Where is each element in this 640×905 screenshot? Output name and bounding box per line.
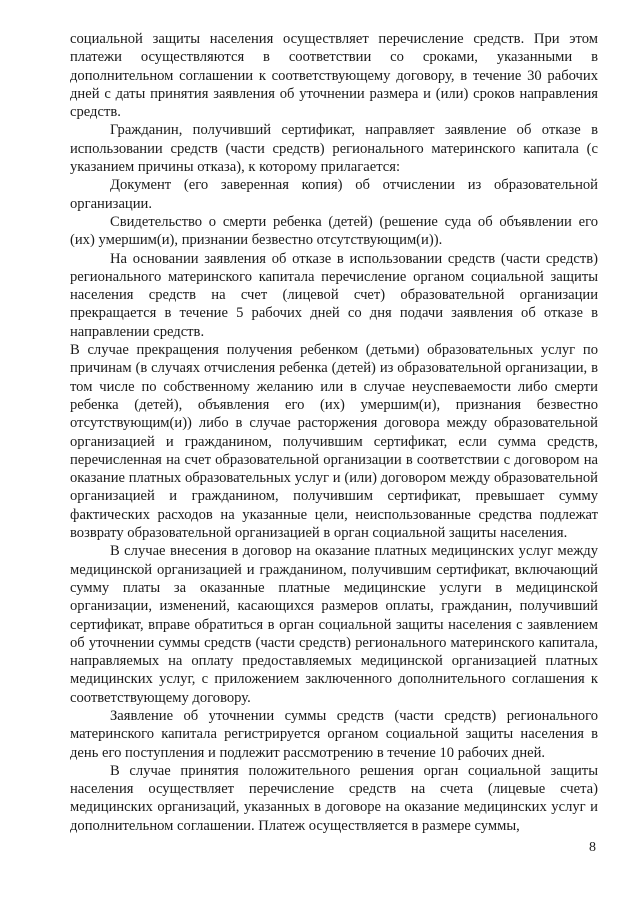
paragraph-medical-contract-changes: В случае внесения в договор на оказание платных медицинских услуг между медицинской организацией и гражданином, получившим сертификат, включающий сумму платы за оказанные платные медицинские услуги в медицинской организации, изменений, касающихся размеров оплаты, гражданин, получивший сертификат, вправе обратиться в орган социальной защиты населения с заявлением об уточнении суммы средств (части средств) регионального материнского капитала, направляемых на оплату предоставляемых медицинской организацией платных медицинских услуг, с приложением заключенного дополнительного соглашения к соответствующему договору. — [70, 543, 598, 706]
paragraph-death-certificate: Свидетельство о смерти ребенка (детей) (решение суда об объявлении его (их) умершим(и), признании безвестно отсутствующим(и)). — [70, 213, 598, 249]
paragraph-refund-of-funds: В случае прекращения получения ребенком (детьми) образовательных услуг по причинам (в случаях отчисления ребенка (детей) из образовательной организации, в том числе по собственному желанию или в случае неуспеваемости либо смерти ребенка (детей), объявления его (их) умершим(и), признания безвестно отсутствующим(и)) либо в случае расторжения договора между образовательной организацией и гражданином, получившим сертификат, если сумма средств, перечисленная на счет образовательной организации в соответствии с договором на оказание платных образовательных услуг и (или) договором между образовательной организацией и гражданином, получившим сертификат, превышает сумму фактических расходов на указанные цели, неиспользованные средства подлежат возврату образовательной организацией в орган социальной защиты населения. — [70, 342, 598, 542]
document-body — [70, 30, 598, 835]
paragraph-positive-decision: В случае принятия положительного решения орган социальной защиты населения осуществляет перечисление средств на счета (лицевые счета) медицинских организаций, указанных в договоре на оказание медицинских услуг и дополнительном соглашении. Платеж осуществляется в размере суммы, — [70, 762, 598, 834]
page-number: 8 — [589, 840, 596, 855]
paragraph-expulsion-document: Документ (его заверенная копия) об отчислении из образовательной организации. — [70, 177, 598, 212]
paragraph-continuation: социальной защиты населения осуществляет перечисление средств. При этом платежи осуществляются в соответствии со сроками, указанными в дополнительном соглашении к соответствующему договору, в течение 30 рабочих дней с даты принятия заявления об уточнении размера и (или) сроков направления средств. — [70, 31, 598, 121]
paragraph-clarification-registration: Заявление об уточнении суммы средств (части средств) регионального материнского капитала регистрируется органом социальной защиты населения в день его поступления и подлежит рассмотрению в течение 10 рабочих дней. — [70, 707, 598, 761]
paragraph-transfer-termination: На основании заявления об отказе в использовании средств (части средств) регионального материнского капитала перечисление органом социальной защиты населения средств на счет (лицевой счет) образовательной организации прекращается в течение 5 рабочих дней со дня подачи заявления об отказе в направлении средств. — [70, 250, 598, 340]
paragraph-refusal-application: Гражданин, получивший сертификат, направляет заявление об отказе в использовании средств (части средств) регионального материнского капитала (с указанием причины отказа), к которому прилагается: — [70, 122, 598, 176]
